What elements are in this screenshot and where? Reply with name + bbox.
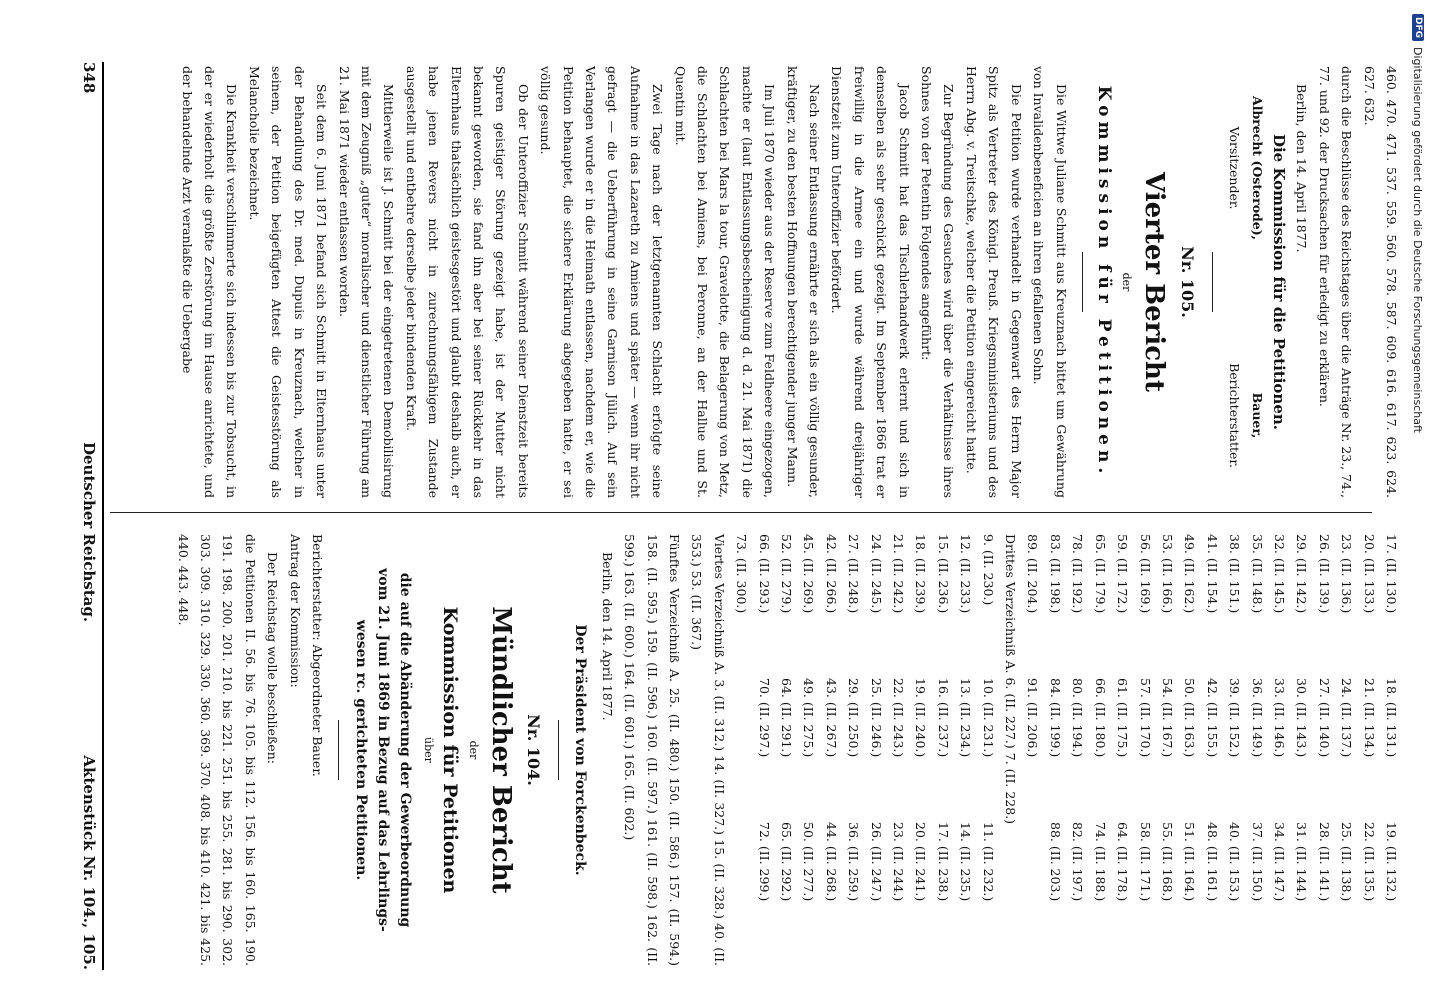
- number-entry: 30. (II. 143.): [1294, 678, 1310, 758]
- number-row: [976, 534, 998, 966]
- digitization-notice: [1404, 0, 1432, 1000]
- report-of: der: [1120, 272, 1134, 292]
- chair-role: Vorsitzender.: [1227, 126, 1243, 210]
- number-row: [775, 534, 797, 966]
- subject-line: wesen rc. gerichteten Petitionen.: [352, 619, 369, 881]
- number-entry: 24. (II. 245.): [868, 534, 884, 614]
- number-entry: 17. (II. 238.): [935, 822, 951, 902]
- number-entry: 44. (II. 268.): [823, 822, 839, 902]
- column-rule: [110, 512, 1372, 513]
- number-entry: 24. (II. 137.): [1339, 678, 1355, 758]
- number-entry: 52. (II. 279.): [779, 534, 795, 614]
- number-row: [1357, 534, 1379, 966]
- number-row: [752, 534, 774, 966]
- number-entry: 39. (II. 152.): [1227, 678, 1243, 758]
- running-head: [72, 62, 104, 970]
- number-row: [1200, 534, 1222, 966]
- number-entry: 80. (II. 194.): [1070, 678, 1086, 758]
- number-row: [1133, 534, 1155, 966]
- number-entry: 61. (II. 175.): [1115, 678, 1131, 758]
- number-entry: 38. (II. 151.): [1227, 534, 1243, 614]
- number-row: [1223, 534, 1245, 966]
- number-entry: [730, 678, 752, 822]
- number-entry: 28. (II. 141.): [1316, 822, 1332, 902]
- body-paragraph: Jacob Schmitt hat das Tischlerhandwerk erlernt und sich in demselben als sehr geschickt gezeigt. Im September 1866 trat er freiwillig in die Armee ein und wurde während dreijähriger Dienstzeit zum Unteroffizier befördert.: [829, 66, 912, 498]
- president-signature: Der Präsident von Forckenbeck.: [572, 624, 589, 876]
- number-entry: 23. (II. 244.): [891, 822, 907, 902]
- separator: [338, 720, 339, 780]
- third-list-intro: Drittes Verzeichniß A. 6. (II. 227.) 7. (II. 228.): [1003, 534, 1019, 825]
- document-number: Aktenstück Nr. 104., 105.: [80, 755, 98, 970]
- number-entry: 27. (II. 248.): [846, 534, 862, 614]
- body-paragraph: Die Wittwe Juliane Schmitt aus Kreuznach bittet um Gewährung von Invalidenbeneficien an ihren gefallenen Sohn.: [1031, 66, 1069, 498]
- report-number: Nr. 105.: [1177, 246, 1197, 318]
- number-entry: 15. (II. 236.): [935, 534, 951, 614]
- subject-line: vom 21. Juni 1869 in Bezug auf das Lehrlings-: [374, 568, 391, 932]
- number-entry: 42. (II. 266.): [823, 534, 839, 614]
- number-row: [954, 534, 976, 966]
- number-entry: 20. (II. 133.): [1361, 534, 1377, 614]
- number-entry: 58. (II. 171.): [1137, 822, 1153, 902]
- number-entry: 13. (II. 234.): [958, 678, 974, 758]
- number-row: [1335, 534, 1357, 966]
- number-row: [1268, 534, 1290, 966]
- number-entry: 21. (II. 242.): [891, 534, 907, 614]
- digitization-text: Digitalisierung gefördert durch die Deutsche Forschungsgemeinschaft: [1411, 47, 1425, 433]
- number-entry: 9. (II. 230.): [980, 534, 996, 606]
- motion-heading: Antrag der Kommission:: [287, 534, 303, 688]
- number-entry: 36. (II. 149.): [1249, 678, 1265, 758]
- number-entry: 29. (II. 250.): [846, 678, 862, 758]
- number-entry: 10. (II. 231.): [980, 678, 996, 758]
- number-row: [1088, 534, 1110, 966]
- number-entry: 66. (II. 180.): [1092, 678, 1108, 758]
- subject-line: die auf die Abänderung der Gewerbeordnung: [397, 572, 414, 928]
- body-paragraph: Zur Begründung des Gesuches wird über die Verhältnisse ihres Sohnes von der Petentin Folgendes angeführt:: [919, 66, 957, 498]
- number-entry: 70. (II. 297.): [756, 678, 772, 758]
- fourth-list: Viertes Verzeichniß A. 3. (II. 312.) 14. (II. 327.) 15. (II. 328.) 40. (II. 353.) 53. (II. 367.): [689, 534, 727, 966]
- number-entry: 49. (II. 275.): [801, 678, 817, 758]
- number-entry: 21. (II. 134.): [1361, 678, 1377, 758]
- commission-signature: Die Kommission für die Petitionen.: [1269, 133, 1288, 431]
- separator: [1212, 252, 1213, 312]
- number-row: [1290, 534, 1312, 966]
- number-entry: 91. (II. 206.): [1025, 678, 1041, 758]
- separator: [558, 720, 559, 780]
- number-entry: 25. (II. 246.): [868, 678, 884, 758]
- number-row: [887, 534, 909, 966]
- number-entry: 50. (II. 277.): [801, 822, 817, 902]
- commission-name: Kommission für Petitionen: [439, 606, 462, 894]
- number-entry: 11. (II. 232.): [980, 822, 996, 902]
- number-row: [1156, 534, 1178, 966]
- number-entry: 23. (II. 136.): [1339, 534, 1355, 614]
- number-row: [1245, 534, 1267, 966]
- number-entry: 12. (II. 233.): [958, 534, 974, 614]
- number-entry: 26. (II. 247.): [868, 822, 884, 902]
- number-entry: 84. (II. 199.): [1047, 678, 1063, 758]
- number-entry: 43. (II. 267.): [823, 678, 839, 758]
- number-row: [842, 534, 864, 966]
- number-row: [931, 534, 953, 966]
- number-row: [1178, 534, 1200, 966]
- number-entry: 59. (II. 172.): [1115, 534, 1131, 614]
- number-entry: 22. (II. 135.): [1361, 822, 1377, 902]
- number-entry: 25. (II. 138.): [1339, 822, 1355, 902]
- number-row: [730, 534, 752, 966]
- number-entry: 19. (II. 132.): [1384, 822, 1399, 902]
- number-entry: 78. (II. 192.): [1070, 534, 1086, 614]
- number-entry: 50. (II. 163.): [1182, 678, 1198, 758]
- number-entry: [1021, 822, 1043, 966]
- number-entry: 34. (II. 147.): [1271, 822, 1287, 902]
- body-paragraph: Die Petition wurde verhandelt in Gegenwart des Herrn Major Spitz als Vertreter des Königl. Preuß. Kriegsministeriums und des Herrn Abg. v. Treitschke, welcher die Petition eingereicht hatte.: [963, 66, 1024, 498]
- number-entry: 31. (II. 144.): [1294, 822, 1310, 902]
- number-entry: 20. (II. 241.): [913, 822, 929, 902]
- number-entry: 27. (II. 140.): [1316, 678, 1332, 758]
- body-paragraph: Ob der Unteroffizier Schmitt während seiner Dienstzeit bereits Spuren geistiger Störung gezeigt habe, ist der Mutter nicht bekannt geworden, sie fand ihn aber bei seiner Rückkehr in das Elternhaus thatsächlich geistesgestört und glaubt deshalb auch, er habe jenen Revers nicht in zurechnungsfähigem Zustande ausgestellt und entbehre derselbe jeder bindenden Kraft.: [403, 66, 531, 498]
- report-title: Vierter Bericht: [1139, 172, 1170, 392]
- number-entry: 51. (II. 164.): [1182, 822, 1198, 902]
- number-entry: 66. (II. 293.): [756, 534, 772, 614]
- number-entry: 56. (II. 169.): [1137, 534, 1153, 614]
- number-row: [909, 534, 931, 966]
- number-entry: 17. (II. 130.): [1384, 534, 1399, 614]
- fifth-list: Fünftes Verzeichniß A. 25. (II. 480.) 150. (II. 586.) 157. (II. 594.) 158. (II. 595.) 159. (II. 596.) 160. (II. 597.) 161. (II. 598.) 162. (II. 599.) 163. (II. 600.) 164. (II. 601.) 165. (II. 602.): [622, 534, 682, 966]
- number-entry: 54. (II. 167.): [1159, 678, 1175, 758]
- report-body: [175, 66, 1071, 498]
- number-entry: 40. (II. 153.): [1227, 822, 1243, 902]
- number-entry: 29. (II. 142.): [1294, 534, 1310, 614]
- number-entry: 18. (II. 239.): [913, 534, 929, 614]
- number-entry: 89. (II. 204.): [1025, 534, 1041, 614]
- number-entry: 19. (II. 240.): [913, 678, 929, 758]
- commission-name: Kommission für Petitionen.: [1093, 85, 1114, 479]
- number-entry: 22. (II. 243.): [891, 678, 907, 758]
- number-entry: 48. (II. 161.): [1204, 822, 1220, 902]
- number-entry: 74. (II. 188.): [1092, 822, 1108, 902]
- number-entry: 65. (II. 179.): [1092, 534, 1108, 614]
- number-entry: 73. (II. 300.): [734, 534, 750, 614]
- number-entry: 18. (II. 131.): [1384, 678, 1399, 758]
- number-entry: [730, 822, 752, 966]
- dfg-logo: DFG: [1412, 14, 1424, 41]
- reporter: Berichterstatter: Abgeordneter Bauer.: [310, 534, 326, 777]
- page-number: 348: [80, 62, 98, 94]
- number-row: [864, 534, 886, 966]
- reporter-name: Bauer,: [1249, 392, 1265, 439]
- number-entry: 55. (II. 168.): [1159, 822, 1175, 902]
- number-entry: 45. (II. 269.): [801, 534, 817, 614]
- body-paragraph: Mittlerweile ist J. Schmitt bei der eingetretenen Demobilisirung mit dem Zeugniß „guter“ moralischer und dienstlicher Führung am 21. Mai 1871 wieder entlassen worden.: [336, 66, 397, 498]
- number-entry: 64. (II. 291.): [779, 678, 795, 758]
- signers: [1223, 66, 1268, 498]
- number-row: [1380, 534, 1402, 966]
- number-row: [1111, 534, 1133, 966]
- reporter-role: Berichterstatter.: [1227, 363, 1243, 468]
- number-row: [797, 534, 819, 966]
- number-entry: 14. (II. 235.): [958, 822, 974, 902]
- motion-intro: Der Reichstag wolle beschließen:: [265, 552, 281, 764]
- number-row: [1066, 534, 1088, 966]
- number-entry: 64. (II. 178.): [1115, 822, 1131, 902]
- number-entry: 37. (II. 150.): [1249, 822, 1265, 902]
- body-paragraph: Die Krankheit verschlimmerte sich indessen bis zur Tobsucht, in der er wiederholt die größte Zerstörung im Hause anrichtete, und der behandelnde Arzt veranlaßte die Uebergabe: [179, 66, 240, 498]
- number-entry: 88. (II. 203.): [1047, 822, 1063, 902]
- report-of: der: [466, 740, 480, 760]
- chair-name: Albrecht (Osterode),: [1249, 96, 1265, 241]
- number-entry: 72. (II. 299.): [756, 822, 772, 902]
- number-entry: 57. (II. 170.): [1137, 678, 1153, 758]
- body-paragraph: Seit dem 6. Juni 1871 befand sich Schmitt in Elternhaus unter der Behandlung des Dr. med. Dupuis in Kreuznach, welcher in seinem, der Petition beigefügten Attest die Geistesstörung als Melancholie bezeichnet.: [246, 66, 330, 498]
- report-number: Nr. 104.: [523, 714, 543, 786]
- petition-numbers-cont: 460. 470. 471. 537. 559. 560. 578. 587. 609. 616. 617. 623. 624. 627. 632.: [1361, 66, 1399, 498]
- number-row: [819, 534, 841, 966]
- number-entry: 26. (II. 139.): [1316, 534, 1332, 614]
- number-row: [1312, 534, 1334, 966]
- number-row: [1021, 534, 1043, 966]
- column-report-105: [110, 62, 1402, 502]
- number-entry: 41. (II. 154.): [1204, 534, 1220, 614]
- report-title: Mündlicher Bericht: [485, 606, 516, 894]
- report-about: über: [421, 737, 435, 763]
- body-paragraph: Nach seiner Entlassung ernährte er sich als ein völlig gesunder, kräftiger, zu den besten Hoffnungen berechtigender junger Mann.: [784, 66, 823, 498]
- date-line: Berlin, den 14. April 1877.: [599, 552, 615, 721]
- number-entry: 53. (II. 166.): [1159, 534, 1175, 614]
- number-entry: 49. (II. 162.): [1182, 534, 1198, 614]
- body-paragraph: Zwei Tage nach der letztgenannten Schlacht erfolgte seine Aufnahme in das Lazareth zu Amiens und später — wenn ihr nicht gefragt — die Ueberführung in seine Garnison Jülich. Auf sein Verlangen wurde er in die Heimath entlassen, nachdem er, wie die Petition behauptet, die sichere Erklärung abgegeben hatte, er sei völlig gesund.: [538, 66, 666, 498]
- number-entry: 35. (II. 148.): [1249, 534, 1265, 614]
- date-line: Berlin, den 14. April 1877.: [1294, 84, 1310, 253]
- number-row: [1044, 534, 1066, 966]
- petition-number-list: [1021, 534, 1402, 966]
- separator: [1082, 252, 1083, 312]
- publication-title: Deutscher Reichstag.: [80, 442, 98, 623]
- motion-text: die Petitionen II. 56. bis 76. 105. bis 112. 156. bis 160. 165. 190. 191. 198. 200. 201. 210. bis 221. 251. bis 255. 281. bis 290. 302. 303. 309. 310. 329. 330. 360. 369. 370. 408. bis 410. 421. bis 425. 440. 443. 448.: [175, 534, 258, 966]
- number-entry: 65. (II. 292.): [779, 822, 795, 902]
- number-entry: 83. (II. 198.): [1047, 534, 1063, 614]
- body-paragraph: Im Juli 1870 wieder aus der Reserve zum Feldheere eingezogen, machte er (laut Entlassungsbescheinigung d. d. 21. Mai 1871) die Schlachten bei Mars la tour, Gravelotte, die Belagerung von Metz, die Schlachten bei Amiens, bei Peronne, an der Hallue und St. Quentin mit.: [672, 66, 778, 498]
- number-entry: 42. (II. 155.): [1204, 678, 1220, 758]
- number-entry: 33. (II. 146.): [1271, 678, 1287, 758]
- number-entry: 36. (II. 259.): [846, 822, 862, 902]
- number-entry: 16. (II. 237.): [935, 678, 951, 758]
- motion-cont: durch die Beschlüsse des Reichstages über die Anträge Nr. 23., 74., 77. und 92. der Drucksachen für erledigt zu erklären.: [1316, 66, 1355, 498]
- number-entry: 32. (II. 145.): [1271, 534, 1287, 614]
- third-list: [730, 534, 999, 966]
- column-report-104: [110, 530, 1402, 970]
- number-entry: 82. (II. 197.): [1070, 822, 1086, 902]
- report-subject: [349, 534, 416, 966]
